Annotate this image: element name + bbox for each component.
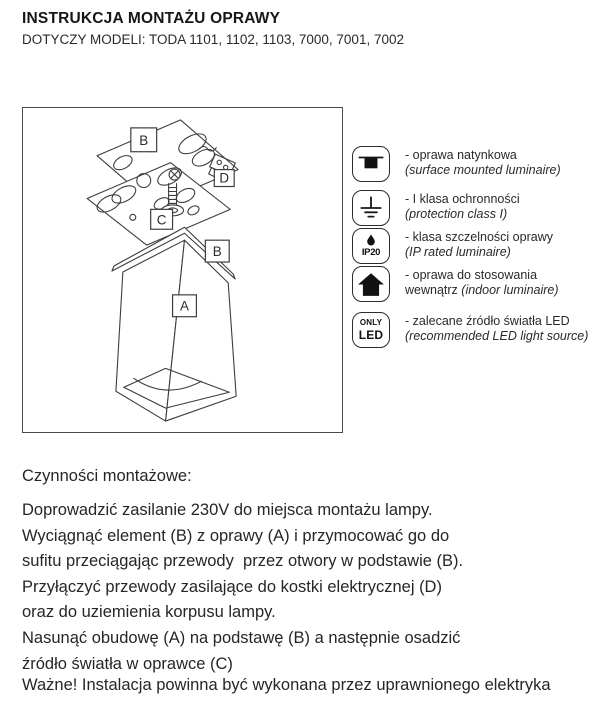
led-badge: LED xyxy=(358,328,384,342)
legend-label-en: (IP rated luminaire) xyxy=(405,245,511,259)
legend-label-en: (surface mounted luminaire) xyxy=(405,163,561,177)
step-line: oraz do uziemienia korpusu lampy. xyxy=(22,603,276,622)
svg-text:A: A xyxy=(180,298,189,314)
legend-label-en: (protection class I) xyxy=(405,207,508,221)
step-line: źródło światła w oprawce (C) xyxy=(22,654,233,673)
part-label-b-body xyxy=(205,240,229,262)
assembly-diagram xyxy=(22,107,343,433)
step-line: Doprowadzić zasilanie 230V do miejsca montażu lampy. xyxy=(22,501,433,519)
legend-label-en: wewnątrz (indoor luminaire) xyxy=(405,283,559,297)
exploded-view-drawing xyxy=(23,108,342,432)
indoor-icon xyxy=(352,266,390,302)
legend-item-surface-mounted xyxy=(352,146,561,182)
legend-item-protection-class xyxy=(352,190,520,226)
surface-mounted-icon xyxy=(352,146,390,182)
legend-item-led xyxy=(352,312,588,348)
led-icon xyxy=(352,312,390,348)
legend-item-ip-rating xyxy=(352,228,553,264)
protection-class-icon xyxy=(352,190,390,226)
legend-label-pl: - I klasa ochronności xyxy=(405,192,520,206)
steps-heading: Czynności montażowe: xyxy=(22,467,192,485)
ip-rating-icon xyxy=(352,228,390,264)
legend-label-pl: - zalecane źródło światła LED xyxy=(405,314,570,328)
only-badge: ONLY xyxy=(359,318,383,327)
legend-item-indoor xyxy=(352,266,559,302)
part-label-d xyxy=(214,170,234,187)
model-list: DOTYCZY MODELI: TODA 1101, 1102, 1103, 7000, 7001, 7002 xyxy=(22,32,404,47)
installation-steps xyxy=(22,498,463,677)
legend-label-en: (recommended LED light source) xyxy=(405,329,589,343)
warning-note: Ważne! Instalacja powinna być wykonana przez uprawnionego elektryka xyxy=(22,676,551,694)
legend-label-pl: - oprawa natynkowa xyxy=(405,148,517,162)
step-line: Przyłączyć przewody zasilające do kostki elektrycznej (D) xyxy=(22,577,442,596)
part-label-a xyxy=(173,295,197,317)
svg-text:B: B xyxy=(212,244,222,260)
step-line: Nasunąć obudowę (A) na podstawę (B) a następnie osadzić xyxy=(22,628,461,647)
step-line: sufitu przeciągając przewody przez otwory w podstawie (B). xyxy=(22,552,464,571)
part-label-b-top xyxy=(131,128,157,152)
step-line: Wyciągnąć element (B) z oprawy (A) i przymocować go do xyxy=(22,526,450,545)
svg-text:D: D xyxy=(219,170,230,186)
part-label-c xyxy=(151,209,173,229)
legend-label-pl: - oprawa do stosowania xyxy=(405,268,538,282)
droplet-icon xyxy=(366,234,376,246)
svg-text:C: C xyxy=(156,212,167,228)
svg-text:B: B xyxy=(139,132,149,148)
document-header xyxy=(22,10,404,47)
legend-label-pl: - klasa szczelności oprawy xyxy=(405,230,553,244)
ip20-badge: IP20 xyxy=(361,247,381,258)
page-title: INSTRUKCJA MONTAŻU OPRAWY xyxy=(22,10,281,27)
